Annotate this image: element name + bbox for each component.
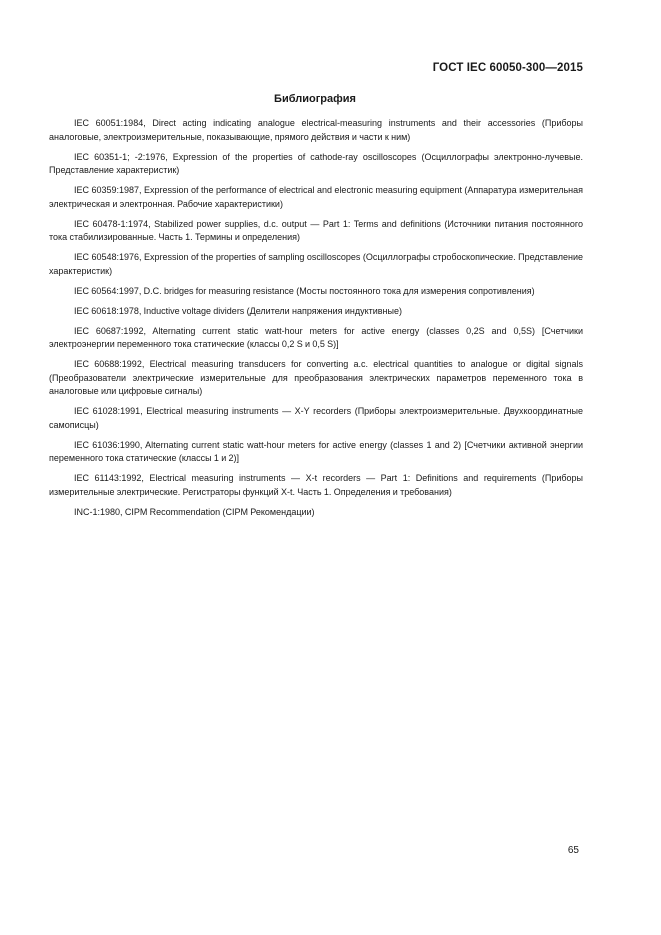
bibliography-entry: IEC 61028:1991, Electrical measuring instruments — X-Y recorders (Приборы электроизмерительные. Двухкоординатные самописцы)	[49, 406, 583, 430]
bibliography-entry: IEC 60359:1987, Expression of the performance of electrical and electronic measuring equipment (Аппаратура измерительная электрическая и электронная. Рабочие характеристики)	[49, 185, 583, 209]
bibliography-entry: IEC 61036:1990, Alternating current static watt-hour meters for active energy (classes 1 and 2) [Счетчики активной энергии переменного тока статические (классы 1 и 2)]	[49, 439, 583, 463]
bibliography-entry: IEC 60687:1992, Alternating current static watt-hour meters for active energy (classes 0,2S and 0,5S) [Счетчики электроэнергии переменного тока статические (классы 0,2 S и 0,5 S)]	[49, 325, 583, 349]
bibliography-entry: IEC 60351-1; -2:1976, Expression of the properties of cathode-ray oscilloscopes (Осциллографы электронно-лучевые. Представление характеристик)	[49, 151, 583, 175]
bibliography-entry: IEC 61143:1992, Electrical measuring instruments — X-t recorders — Part 1: Definitions and requirements (Приборы измерительные электрические. Регистраторы функций X-t. Часть 1. Определения и требования)	[49, 473, 583, 497]
bibliography-entry: IEC 60478-1:1974, Stabilized power supplies, d.c. output — Part 1: Terms and definitions (Источники питания постоянного тока стабилизированные. Часть 1. Термины и определения)	[49, 218, 583, 242]
bibliography-title: Библиография	[274, 93, 356, 105]
bibliography-entry: INC-1:1980, CIPM Recommendation (CIPM Рекомендации)	[74, 506, 315, 517]
bibliography-entry: IEC 60688:1992, Electrical measuring transducers for converting a.c. electrical quantities to analogue or digital signals (Преобразователи электрические измерительные для преобразования электрических параметров переменного тока в аналоговые или цифровые сигналы)	[49, 359, 583, 396]
bibliography-entry: IEC 60564:1997, D.C. bridges for measuring resistance (Мосты постоянного тока для измерения сопротивления)	[74, 285, 535, 296]
document-header-id: ГОСТ IEC 60050-300—2015	[432, 62, 583, 74]
bibliography-entry: IEC 60051:1984, Direct acting indicating analogue electrical-measuring instruments and their accessories (Приборы аналоговые, электроизмерительные, показывающие, прямого действия и части к ним)	[49, 118, 583, 142]
bibliography-entry: IEC 60548:1976, Expression of the properties of sampling oscilloscopes (Осциллографы стробоскопические. Представление характеристик)	[49, 252, 583, 276]
bibliography-list	[49, 117, 583, 526]
bibliography-entry: IEC 60618:1978, Inductive voltage dividers (Делители напряжения индуктивные)	[74, 305, 402, 316]
page-number: 65	[567, 845, 579, 856]
